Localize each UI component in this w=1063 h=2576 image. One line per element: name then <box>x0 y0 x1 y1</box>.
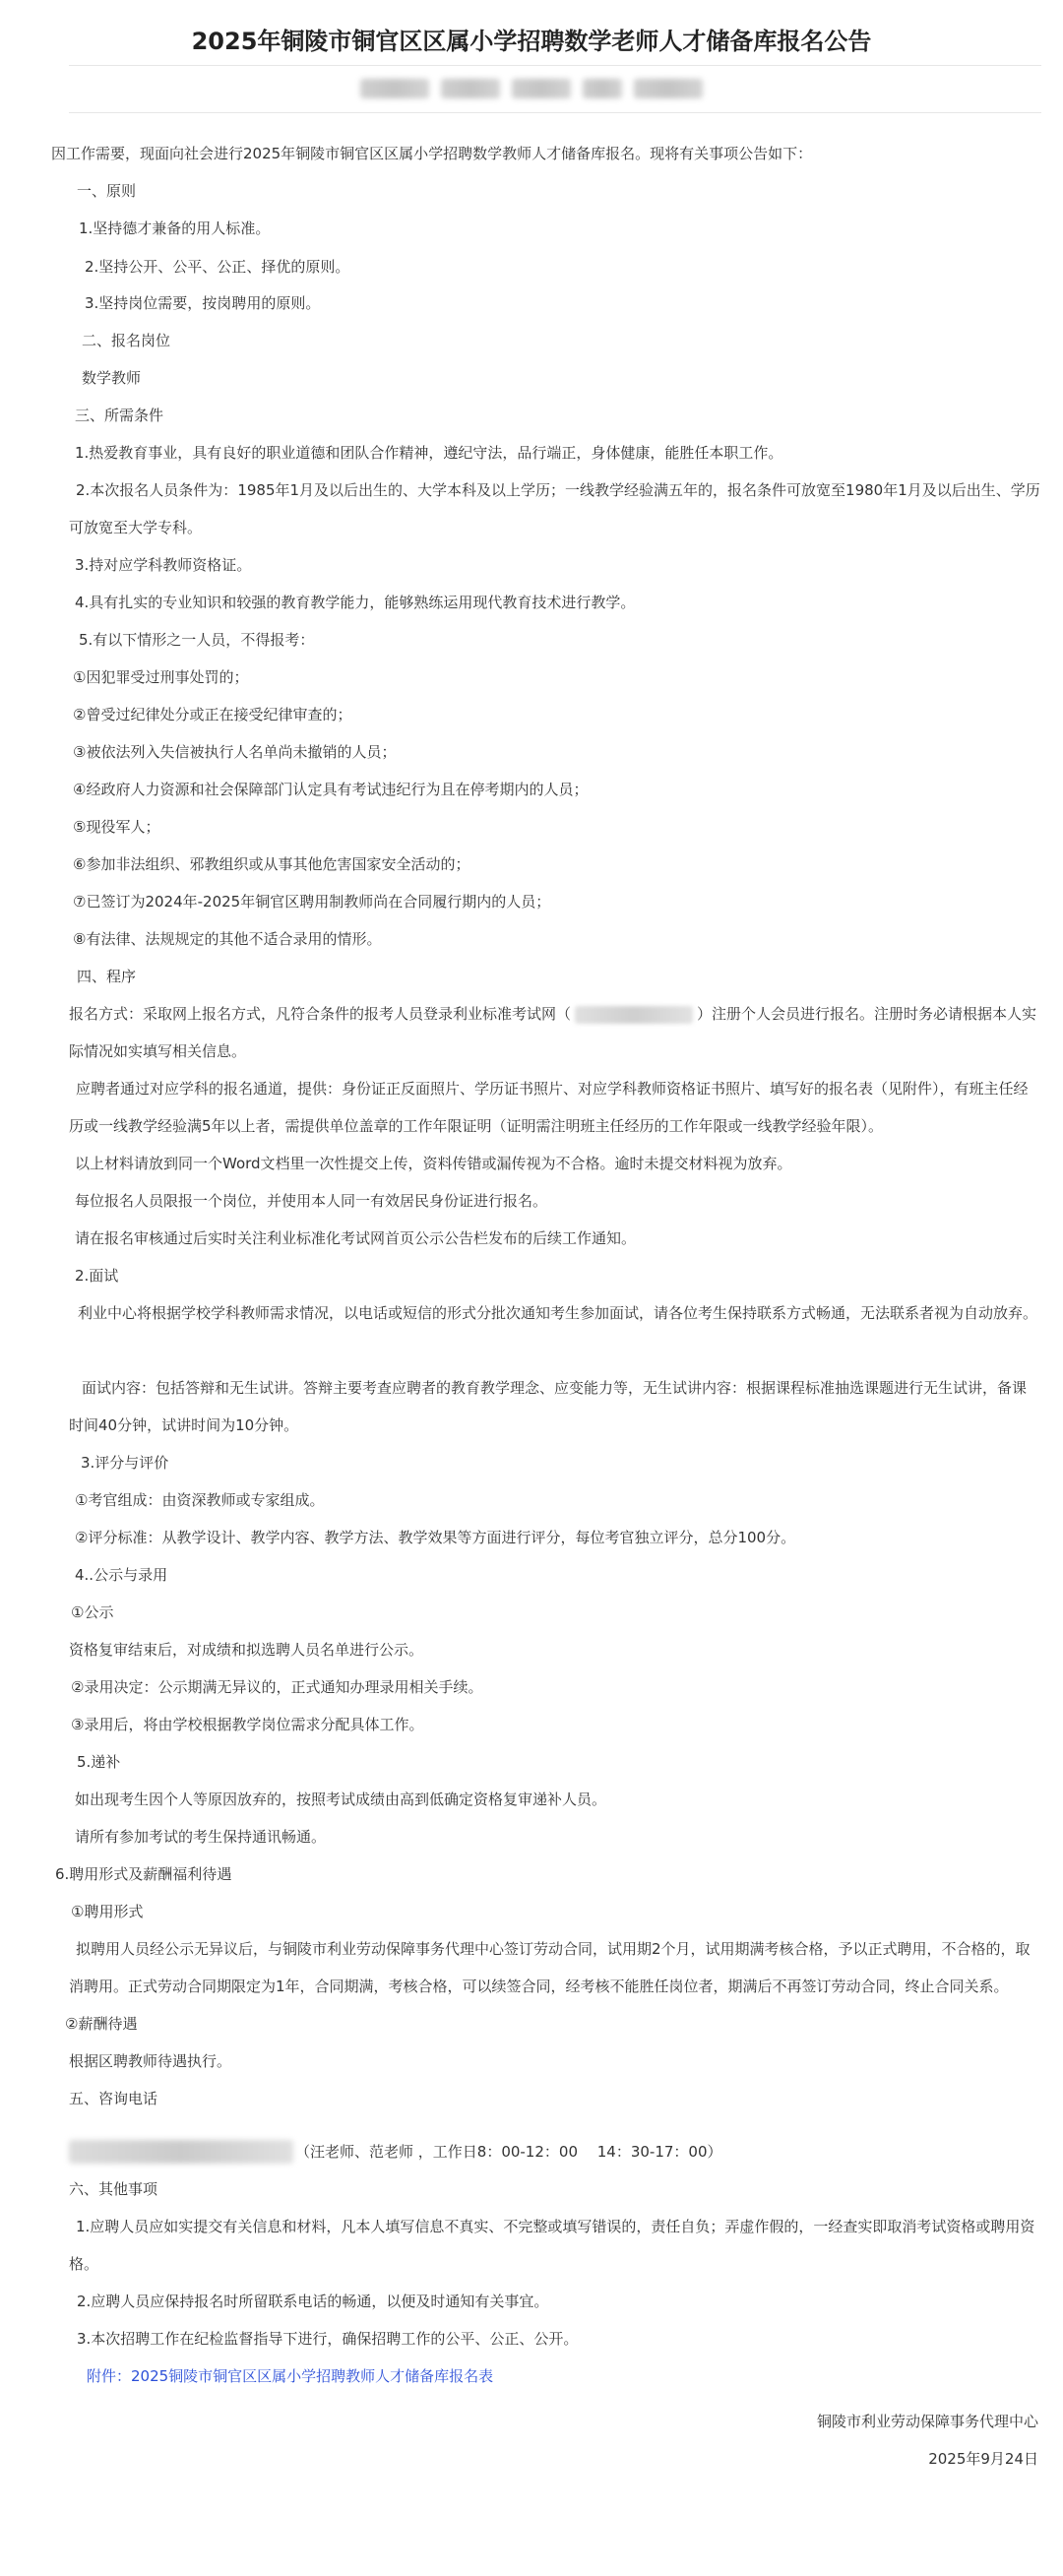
paragraph-text: 报名方式：采取网上报名方式，凡符合条件的报考人员登录利业标准考试网（ <box>69 1005 572 1023</box>
redacted-meta <box>634 79 703 98</box>
list-item: ②曾受过纪律处分或正在接受纪律审查的； <box>73 706 352 723</box>
subheading: 2.面试 <box>75 1267 119 1285</box>
issuing-organization: 铜陵市利业劳动保障事务代理中心 <box>816 2413 1038 2430</box>
list-item: ⑧有法律、法规规定的其他不适合录用的情形。 <box>73 930 382 948</box>
paragraph: ①考官组成：由资深教师或专家组成。 <box>75 1491 325 1509</box>
subheading: 4..公示与录用 <box>75 1566 168 1584</box>
section-heading: 二、报名岗位 <box>82 332 171 349</box>
paragraph: 2.坚持公开、公平、公正、择优的原则。 <box>85 258 350 276</box>
divider <box>69 65 1041 66</box>
paragraph: 1.热爱教育事业，具有良好的职业道德和团队合作精神，遵纪守法，品行端正，身体健康，能胜任本职工作。 <box>75 444 783 462</box>
paragraph: 以上材料请放到同一个Word文档里一次性提交上传，资料传错或漏传视为不合格。逾时未提交材料视为放弃。 <box>75 1155 792 1172</box>
paragraph: 如出现考生因个人等原因放弃的，按照考试成绩由高到低确定资格复审递补人员。 <box>75 1791 607 1808</box>
redacted-meta <box>441 79 500 98</box>
page-title: 2025年铜陵市铜官区区属小学招聘数学老师人才储备库报名公告 <box>191 28 872 55</box>
article-meta <box>0 75 1063 102</box>
list-item: ⑦已签订为2024年-2025年铜官区聘用制教师尚在合同履行期内的人员； <box>73 893 551 911</box>
list-item: ③被依法列入失信被执行人名单尚未撤销的人员； <box>73 743 397 761</box>
paragraph: 每位报名人员限报一个岗位，并使用本人同一有效居民身份证进行报名。 <box>75 1192 548 1210</box>
paragraph: 3.本次招聘工作在纪检监督指导下进行，确保招聘工作的公平、公正、公开。 <box>77 2330 579 2348</box>
paragraph: ①公示 <box>71 1603 114 1621</box>
redacted-meta <box>360 79 429 98</box>
section-heading: 一、原则 <box>77 182 137 200</box>
list-item: ⑤现役军人； <box>73 818 160 836</box>
intro-paragraph: 因工作需要，现面向社会进行2025年铜陵市铜官区区属小学招聘数学教师人才储备库报名。现将有关事项公告如下： <box>51 145 813 162</box>
paragraph: ②薪酬待遇 <box>65 2015 138 2033</box>
list-item: ⑥参加非法组织、邪教组织或从事其他危害国家安全活动的； <box>73 855 470 873</box>
attachment-link[interactable]: 附件：2025铜陵市铜官区区属小学招聘教师人才储备库报名表 <box>87 2367 494 2385</box>
publish-date: 2025年9月24日 <box>928 2450 1038 2468</box>
divider <box>69 112 1041 113</box>
paragraph: ②录用决定：公示期满无异议的，正式通知办理录用相关手续。 <box>71 1678 483 1696</box>
paragraph: 应聘者通过对应学科的报名通道，提供：身份证正反面照片、学历证书照片、对应学科教师资格证书照片、填写好的报名表（见附件），有班主任经历或一线教学经验满5年以上者，需提供单位盖章的工作年限证明（证明需注明班主任经历的工作年限或一线教学经验年限）。 <box>69 1080 1029 1135</box>
list-item: ④经政府人力资源和社会保障部门认定具有考试违纪行为且在停考期内的人员； <box>73 781 589 798</box>
paragraph: 数学教师 <box>82 369 142 387</box>
section-heading: 三、所需条件 <box>75 407 164 424</box>
subheading: 3.评分与评价 <box>81 1454 169 1472</box>
paragraph: 请所有参加考试的考生保持通讯畅通。 <box>75 1828 327 1846</box>
paragraph: ②评分标准：从教学设计、教学内容、教学方法、教学效果等方面进行评分，每位考官独立评分，总分100分。 <box>75 1529 796 1546</box>
paragraph: 2.本次报名人员条件为：1985年1月及以后出生的、大学本科及以上学历；一线教学经验满五年的，报名条件可放宽至1980年1月及以后出生、学历可放宽至大学专科。 <box>69 481 1040 536</box>
redacted-phone <box>69 2140 293 2164</box>
section-heading: 四、程序 <box>77 968 137 985</box>
paragraph: 2.应聘人员应保持报名时所留联系电话的畅通，以便及时通知有关事宜。 <box>77 2293 549 2310</box>
paragraph <box>69 995 1040 1070</box>
redacted-meta <box>583 79 622 98</box>
contact-hours: （汪老师、范老师 ，工作日8：00-12：00 14：30-17：00） <box>295 2143 722 2161</box>
subheading: 5.递补 <box>77 1753 121 1771</box>
paragraph: 面试内容：包括答辩和无生试讲。答辩主要考查应聘者的教育教学理念、应变能力等，无生试讲内容：根据课程标准抽选课题进行无生试讲，备课时间40分钟，试讲时间为10分钟。 <box>69 1379 1028 1434</box>
paragraph: 资格复审结束后，对成绩和拟选聘人员名单进行公示。 <box>69 1641 424 1659</box>
paragraph: 1.坚持德才兼备的用人标准。 <box>79 220 271 237</box>
subheading: 6.聘用形式及薪酬福利待遇 <box>55 1865 232 1883</box>
paragraph: 根据区聘教师待遇执行。 <box>69 2052 232 2070</box>
paragraph: 3.持对应学科教师资格证。 <box>75 556 252 574</box>
paragraph: 4.具有扎实的专业知识和较强的教育教学能力，能够熟练运用现代教育技术进行教学。 <box>75 594 636 611</box>
paragraph: 拟聘用人员经公示无异议后，与铜陵市利业劳动保障事务代理中心签订劳动合同，试用期2个月，试用期满考核合格，予以正式聘用，不合格的，取消聘用。正式劳动合同期限定为1年，合同期满，考核合格，可以续签合同，经考核不能胜任岗位者，期满后不再签订劳动合同，终止合同关系。 <box>69 1940 1031 1995</box>
paragraph: 3.坚持岗位需要，按岗聘用的原则。 <box>85 294 321 312</box>
redacted-meta <box>512 79 571 98</box>
paragraph-text: ）注册个人会员进行报名。注册时务必请根据本人实际情况如实填写相关信息。 <box>69 1005 1037 1060</box>
paragraph: 5.有以下情形之一人员，不得报考： <box>79 631 315 649</box>
section-heading: 六、其他事项 <box>69 2180 158 2198</box>
redacted-url <box>575 1006 693 1024</box>
list-item: ①因犯罪受过刑事处罚的； <box>73 668 249 686</box>
section-heading: 五、咨询电话 <box>69 2090 158 2107</box>
paragraph: ①聘用形式 <box>71 1903 144 1920</box>
paragraph: 请在报名审核通过后实时关注利业标准化考试网首页公示公告栏发布的后续工作通知。 <box>75 1229 637 1247</box>
paragraph: 利业中心将根据学校学科教师需求情况，以电话或短信的形式分批次通知考生参加面试，请各位考生保持联系方式畅通，无法联系者视为自动放弃。 <box>78 1304 1038 1322</box>
paragraph: ③录用后，将由学校根据教学岗位需求分配具体工作。 <box>71 1716 424 1733</box>
paragraph: 1.应聘人员应如实提交有关信息和材料，凡本人填写信息不真实、不完整或填写错误的，责任自负；弄虚作假的，一经查实即取消考试资格或聘用资格。 <box>69 2218 1035 2273</box>
